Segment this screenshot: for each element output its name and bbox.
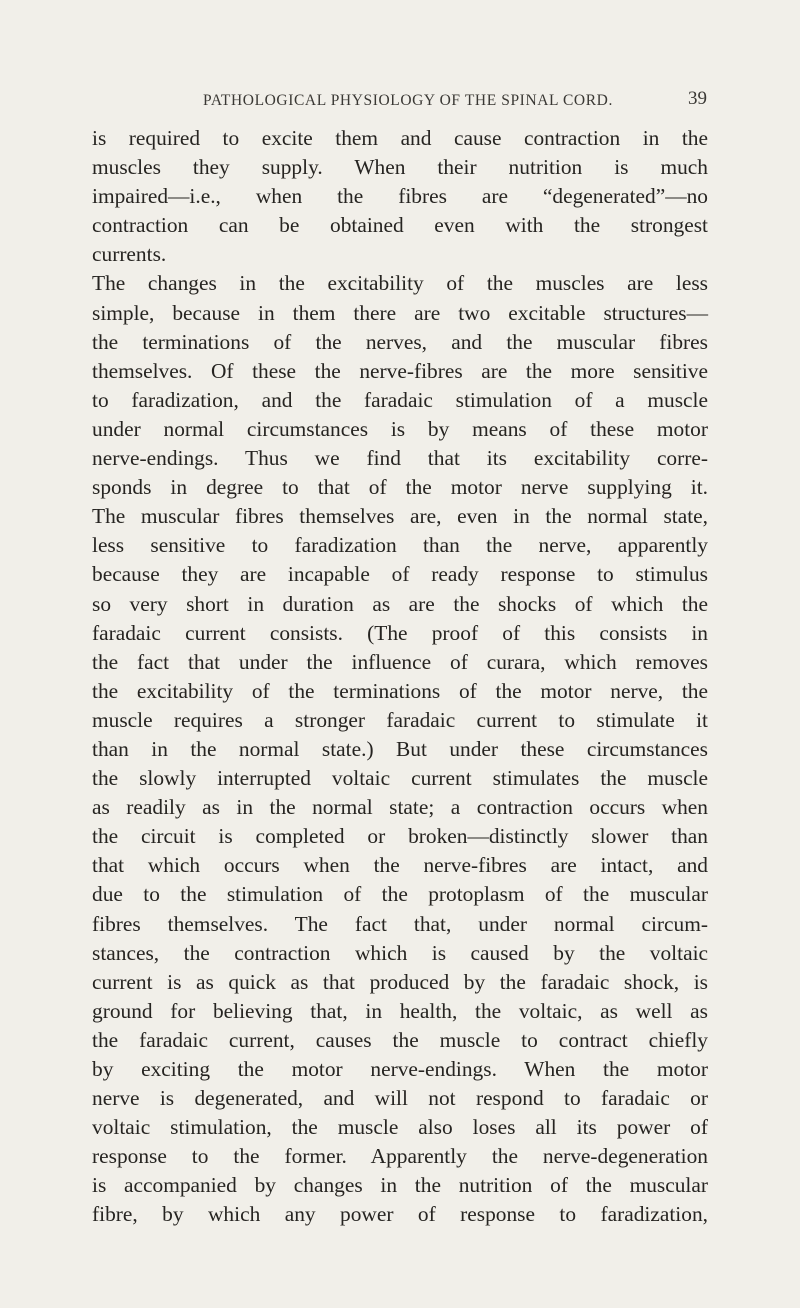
text-line: ground for believing that, in health, the voltaic, as well as bbox=[92, 998, 708, 1023]
text-line: current is as quick as that produced by the faradaic shock, is bbox=[92, 969, 708, 994]
text-line: impaired—i.e., when the fibres are “degenerated”—no bbox=[92, 184, 708, 209]
text-line: because they are incapable of ready response to stimulus bbox=[92, 562, 708, 587]
text-line: faradaic current consists. (The proof of this consists in bbox=[92, 620, 708, 645]
text-line: simple, because in them there are two excitable structures— bbox=[92, 300, 708, 325]
text-line: themselves. Of these the nerve-fibres are the more sensitive bbox=[92, 358, 708, 383]
text-line: to faradization, and the faradaic stimulation of a muscle bbox=[92, 387, 708, 412]
text-line: muscle requires a stronger faradaic current to stimulate it bbox=[92, 707, 708, 732]
text-line: response to the former. Apparently the nerve-degeneration bbox=[92, 1144, 708, 1169]
text-line: by exciting the motor nerve-endings. When the motor bbox=[92, 1057, 708, 1081]
text-line: the excitability of the terminations of the motor nerve, the bbox=[92, 678, 708, 703]
text-line: less sensitive to faradization than the nerve, apparently bbox=[92, 533, 708, 558]
text-line: stances, the contraction which is caused by the voltaic bbox=[92, 940, 708, 965]
text-line: sponds in degree to that of the motor nerve supplying it. bbox=[92, 475, 708, 500]
text-line: voltaic stimulation, the muscle also loses all its power of bbox=[92, 1115, 708, 1140]
text-line: as readily as in the normal state; a contraction occurs when bbox=[92, 795, 708, 820]
text-line: nerve is degenerated, and will not respond to faradaic or bbox=[92, 1086, 708, 1111]
text-line: currents. bbox=[92, 242, 167, 267]
text-line: the circuit is completed or broken—distinctly slower than bbox=[92, 824, 708, 849]
text-line: the slowly interrupted voltaic current stimulates the muscle bbox=[92, 766, 708, 791]
text-line: is accompanied by changes in the nutrition of the muscular bbox=[92, 1173, 708, 1198]
text-line: that which occurs when the nerve-fibres are intact, and bbox=[92, 853, 708, 878]
text-line: the fact that under the influence of curara, which removes bbox=[92, 649, 708, 674]
text-line: so very short in duration as are the shocks of which the bbox=[92, 591, 708, 616]
page-number: 39 bbox=[688, 88, 707, 109]
text-line: The changes in the excitability of the muscles are less bbox=[92, 271, 708, 296]
text-line: muscles they supply. When their nutrition is much bbox=[92, 155, 708, 180]
text-line: is required to excite them and cause contraction in the bbox=[92, 126, 708, 150]
text-line: The muscular fibres themselves are, even in the normal state, bbox=[92, 504, 708, 529]
text-line: the terminations of the nerves, and the muscular fibres bbox=[92, 329, 708, 354]
body-text bbox=[92, 124, 708, 1230]
text-line: fibres themselves. The fact that, under normal circum- bbox=[92, 911, 708, 936]
text-line: due to the stimulation of the protoplasm of the muscular bbox=[92, 882, 708, 907]
text-line: contraction can be obtained even with the strongest bbox=[92, 213, 708, 238]
running-head: PATHOLOGICAL PHYSIOLOGY OF THE SPINAL CORD. bbox=[203, 92, 613, 109]
text-line: the faradaic current, causes the muscle to contract chiefly bbox=[92, 1027, 708, 1052]
text-line: than in the normal state.) But under these circumstances bbox=[92, 736, 708, 761]
text-line: nerve-endings. Thus we find that its excitability corre- bbox=[92, 446, 708, 471]
text-line: under normal circumstances is by means of these motor bbox=[92, 416, 708, 441]
text-line: fibre, by which any power of response to faradization, bbox=[92, 1202, 708, 1227]
